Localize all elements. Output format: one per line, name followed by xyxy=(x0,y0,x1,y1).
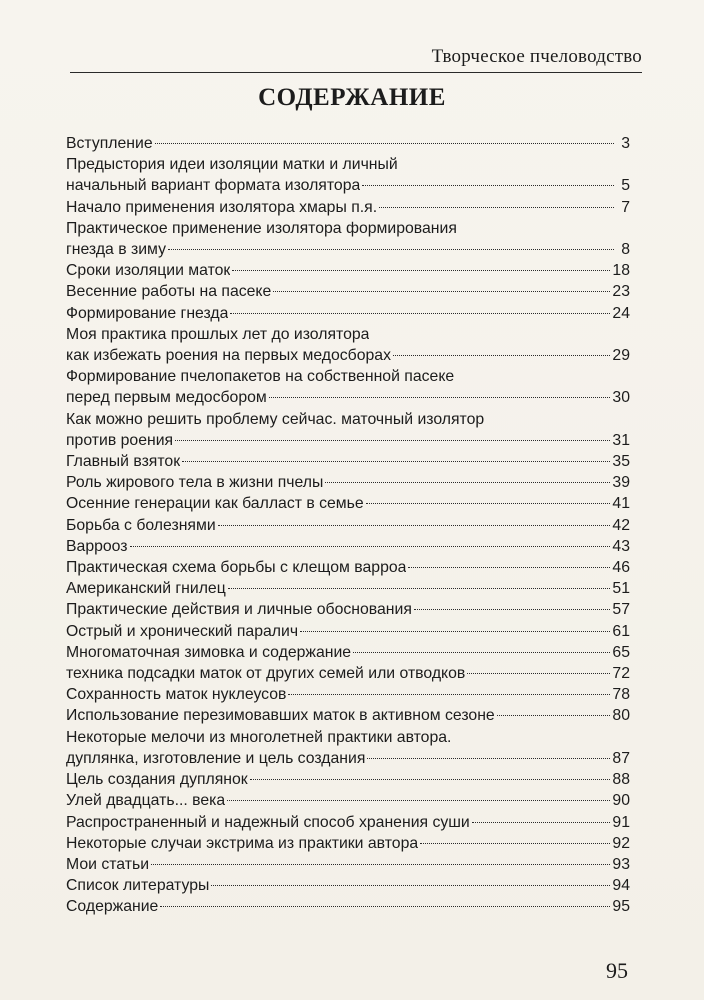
toc-entry-line-last xyxy=(66,896,630,917)
toc-page-number: 93 xyxy=(612,855,630,873)
toc-page-number: 23 xyxy=(612,283,630,301)
toc-entry xyxy=(66,663,630,684)
toc-entry-text: Главный взяток xyxy=(66,453,181,471)
toc-page-number: 41 xyxy=(612,495,630,513)
toc-page-number: 5 xyxy=(621,177,630,195)
toc-entry-line-last xyxy=(66,197,630,218)
toc-entry-line-last xyxy=(66,536,630,557)
toc-entry-line-last xyxy=(66,790,630,811)
toc-entry-line-last xyxy=(66,812,630,833)
page-number: 95 xyxy=(606,958,628,983)
toc-entry-text: Сохранность маток нуклеусов xyxy=(66,686,287,704)
table-of-contents xyxy=(66,133,630,918)
toc-entry-line-last xyxy=(66,515,630,536)
dot-leader xyxy=(182,461,610,462)
toc-entry xyxy=(66,599,630,620)
toc-entry xyxy=(66,472,630,493)
toc-entry-text: Весенние работы на пасеке xyxy=(66,283,272,301)
dot-leader xyxy=(227,800,610,801)
toc-entry-text: Формирование гнезда xyxy=(66,304,229,322)
toc-entry-line-last xyxy=(66,684,630,705)
toc-page-number: 87 xyxy=(612,749,630,767)
toc-page-number: 31 xyxy=(612,431,630,449)
toc-entry-line-last xyxy=(66,303,630,324)
toc-entry-line-last xyxy=(66,642,630,663)
toc-entry-line-last xyxy=(66,557,630,578)
dot-leader xyxy=(273,291,610,292)
toc-page-number: 51 xyxy=(612,580,630,598)
toc-entry-text: Вступление xyxy=(66,135,153,152)
toc-entry-line-last xyxy=(66,451,630,472)
toc-entry-line-last xyxy=(66,175,630,196)
page-title: СОДЕРЖАНИЕ xyxy=(258,84,446,111)
toc-page-number: 72 xyxy=(612,665,630,683)
toc-entry xyxy=(66,578,630,599)
toc-entry-text: Некоторые мелочи из многолетней практики автора. xyxy=(66,728,452,746)
toc-entry xyxy=(66,451,630,472)
toc-entry xyxy=(66,854,630,875)
toc-entry-text: Цель создания дуплянок xyxy=(66,771,248,789)
toc-entry xyxy=(66,896,630,917)
toc-page-number: 78 xyxy=(612,686,630,704)
dot-leader xyxy=(467,673,610,674)
toc-entry xyxy=(66,833,630,854)
dot-leader xyxy=(420,843,610,844)
dot-leader xyxy=(497,715,611,716)
toc-entry-text: Содержание xyxy=(66,898,159,916)
toc-entry xyxy=(66,260,630,281)
dot-leader xyxy=(151,864,610,865)
toc-entry-text: Варрооз xyxy=(66,537,128,555)
dot-leader xyxy=(300,631,610,632)
dot-leader xyxy=(130,546,611,547)
toc-entry xyxy=(66,281,630,302)
toc-page-number: 90 xyxy=(612,792,630,810)
toc-entry-line-last xyxy=(66,854,630,875)
running-header: Творческое пчеловодство xyxy=(431,46,642,67)
toc-entry-line-last xyxy=(66,769,630,790)
toc-entry-line xyxy=(66,154,630,175)
toc-entry-text: против роения xyxy=(66,431,174,449)
toc-page-number: 88 xyxy=(612,771,630,789)
toc-entry-text: перед первым медосбором xyxy=(66,389,267,407)
toc-page-number: 30 xyxy=(612,389,630,407)
dot-leader xyxy=(408,567,610,568)
toc-page-number: 61 xyxy=(612,622,630,640)
toc-entry xyxy=(66,621,630,642)
toc-entry-text: Американский гнилец xyxy=(66,580,226,598)
toc-entry xyxy=(66,493,630,514)
toc-entry xyxy=(66,812,630,833)
toc-page-number: 39 xyxy=(612,474,630,492)
toc-entry-line-last xyxy=(66,133,630,154)
toc-entry xyxy=(66,684,630,705)
toc-entry-text: Практическое применение изолятора формирования xyxy=(66,219,457,237)
toc-entry-text: Роль жирового тела в жизни пчелы xyxy=(66,474,324,492)
dot-leader xyxy=(232,270,610,271)
toc-entry-text: Практические действия и личные обоснования xyxy=(66,601,412,619)
toc-page-number: 3 xyxy=(621,135,630,152)
toc-entry-line xyxy=(66,218,630,239)
toc-page-number: 42 xyxy=(612,516,630,534)
toc-page-number: 92 xyxy=(612,834,630,852)
toc-page-number: 46 xyxy=(612,559,630,577)
toc-entry xyxy=(66,515,630,536)
toc-entry-text: Практическая схема борьбы с клещом варроа xyxy=(66,559,407,577)
dot-leader xyxy=(228,588,611,589)
dot-leader xyxy=(393,355,610,356)
toc-entry-line-last xyxy=(66,748,630,769)
toc-entry-line-last xyxy=(66,281,630,302)
toc-entry xyxy=(66,133,630,154)
toc-entry-text: Как можно решить проблему сейчас. маточный изолятор xyxy=(66,410,485,428)
toc-entry-text: как избежать роения на первых медосборах xyxy=(66,347,391,365)
toc-entry-line-last xyxy=(66,705,630,726)
dot-leader xyxy=(379,207,614,208)
toc-entry-line-last xyxy=(66,599,630,620)
toc-entry-text: Острый и хронический паралич xyxy=(66,622,299,640)
toc-entry-text: Многоматочная зимовка и содержание xyxy=(66,643,352,661)
toc-entry-line-last xyxy=(66,493,630,514)
dot-leader xyxy=(362,185,614,186)
dot-leader xyxy=(325,482,610,483)
toc-page-number: 80 xyxy=(612,707,630,725)
toc-entry-line-last xyxy=(66,472,630,493)
toc-page-number: 95 xyxy=(612,898,630,916)
toc-entry-text: Моя практика прошлых лет до изолятора xyxy=(66,325,370,343)
toc-entry-text: Некоторые случаи экстрима из практики автора xyxy=(66,834,419,852)
toc-entry-text: Формирование пчелопакетов на собственной пасеке xyxy=(66,368,455,386)
toc-page-number: 57 xyxy=(612,601,630,619)
toc-entry xyxy=(66,875,630,896)
dot-leader xyxy=(211,885,610,886)
toc-entry xyxy=(66,324,630,366)
toc-page-number: 24 xyxy=(612,304,630,322)
dot-leader xyxy=(168,249,614,250)
dot-leader xyxy=(250,779,611,780)
toc-entry-text: Улей двадцать... века xyxy=(66,792,226,810)
dot-leader xyxy=(160,906,610,907)
toc-entry-text: Начало применения изолятора хмары п.я. xyxy=(66,198,378,216)
toc-entry-text: Мои статьи xyxy=(66,855,150,873)
dot-leader xyxy=(288,694,610,695)
toc-entry-text: техника подсадки маток от других семей или отводков xyxy=(66,665,466,683)
toc-entry-text: Осенние генерации как балласт в семье xyxy=(66,495,364,513)
toc-page-number: 94 xyxy=(612,877,630,895)
dot-leader xyxy=(472,822,611,823)
toc-page-number: 43 xyxy=(612,537,630,555)
toc-page-number: 29 xyxy=(612,347,630,365)
toc-page-number: 8 xyxy=(621,241,630,259)
toc-entry xyxy=(66,557,630,578)
toc-entry-text: дуплянка, изготовление и цель создания xyxy=(66,749,366,767)
toc-entry-text: гнезда в зиму xyxy=(66,241,166,259)
toc-entry-line-last xyxy=(66,260,630,281)
dot-leader xyxy=(218,525,611,526)
toc-entry-line-last xyxy=(66,345,630,366)
dot-leader xyxy=(155,143,614,144)
toc-page-number: 35 xyxy=(612,453,630,471)
dot-leader xyxy=(175,440,610,441)
toc-entry-line xyxy=(66,409,630,430)
toc-entry-line-last xyxy=(66,663,630,684)
toc-entry-line-last xyxy=(66,621,630,642)
header-rule xyxy=(70,72,642,73)
toc-entry xyxy=(66,705,630,726)
toc-entry-line xyxy=(66,324,630,345)
toc-entry xyxy=(66,366,630,408)
toc-entry-text: начальный вариант формата изолятора xyxy=(66,177,361,195)
dot-leader xyxy=(366,503,611,504)
toc-entry-line-last xyxy=(66,239,630,260)
toc-entry-text: Использование перезимовавших маток в активном сезоне xyxy=(66,707,495,725)
dot-leader xyxy=(269,397,611,398)
toc-entry-line xyxy=(66,727,630,748)
toc-entry-line xyxy=(66,366,630,387)
toc-entry xyxy=(66,769,630,790)
toc-page-number: 65 xyxy=(612,643,630,661)
toc-entry xyxy=(66,197,630,218)
toc-entry-line-last xyxy=(66,875,630,896)
toc-entry xyxy=(66,642,630,663)
toc-entry-text: Сроки изоляции маток xyxy=(66,262,231,280)
toc-entry-line-last xyxy=(66,578,630,599)
toc-entry-line-last xyxy=(66,387,630,408)
toc-entry-text: Список литературы xyxy=(66,877,210,895)
dot-leader xyxy=(353,652,610,653)
toc-entry xyxy=(66,536,630,557)
toc-page-number: 91 xyxy=(612,813,630,831)
toc-entry xyxy=(66,790,630,811)
toc-page-number: 7 xyxy=(621,198,630,216)
toc-entry xyxy=(66,727,630,769)
toc-page-number: 18 xyxy=(612,262,630,280)
toc-entry-line-last xyxy=(66,430,630,451)
toc-entry-line-last xyxy=(66,833,630,854)
toc-entry xyxy=(66,218,630,260)
toc-entry-text: Распространенный и надежный способ хранения суши xyxy=(66,813,470,831)
dot-leader xyxy=(230,313,610,314)
dot-leader xyxy=(414,609,611,610)
toc-entry xyxy=(66,409,630,451)
toc-entry-text: Борьба с болезнями xyxy=(66,516,216,534)
dot-leader xyxy=(367,758,610,759)
toc-entry-text: Предыстория идеи изоляции матки и личный xyxy=(66,156,398,174)
toc-entry xyxy=(66,303,630,324)
toc-entry xyxy=(66,154,630,196)
